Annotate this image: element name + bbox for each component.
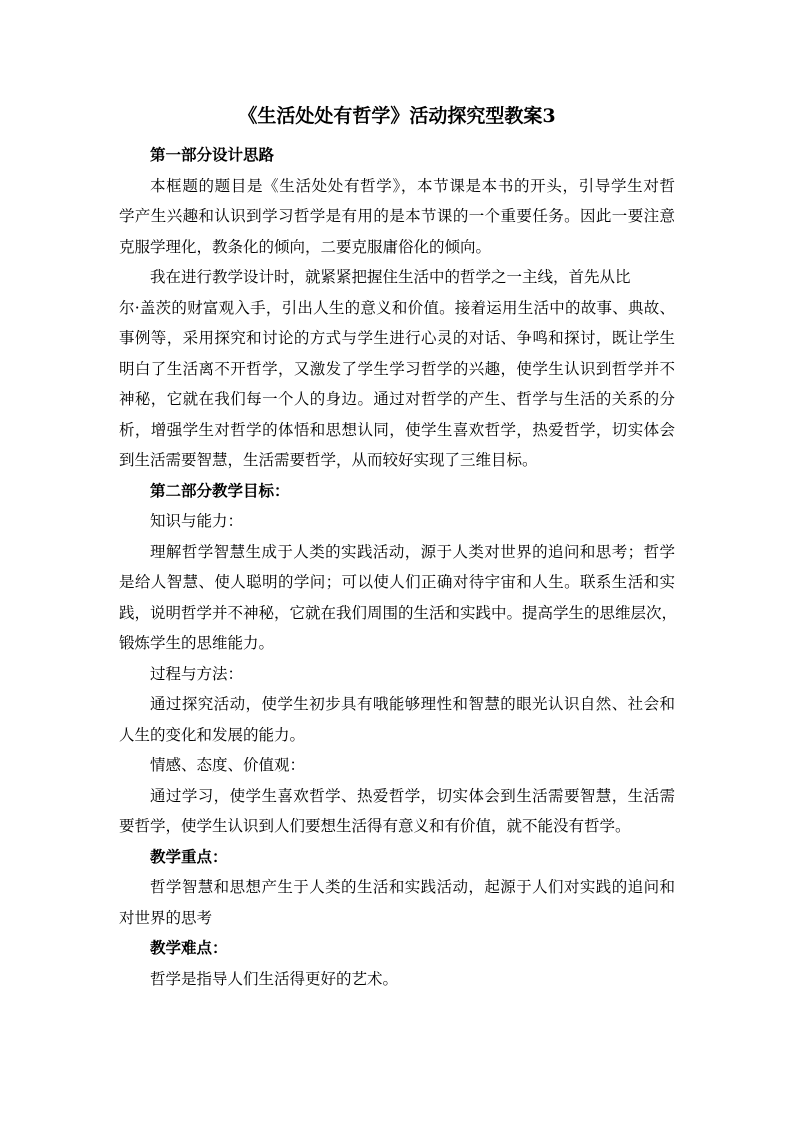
paragraph-process	[119, 689, 675, 750]
text-line: 要哲学，使学生认识到人们要想生活得有意义和有价值，就不能没有哲学。	[119, 817, 631, 835]
subsection-label-process	[119, 659, 675, 690]
subsection-label-emotion	[119, 750, 675, 781]
text-line: 哲学是指导人们生活得更好的艺术。	[150, 969, 399, 988]
text-line: 到生活需要智慧，生活需要哲学，从而较好实现了三维目标。	[119, 451, 538, 469]
section-heading-design-idea: 第一部分设计思路	[150, 145, 275, 164]
text-line: 哲学智慧和思想产生于人类的生活和实践活动，起源于人们对实践的追问和	[150, 878, 675, 896]
text-line: 过程与方法：	[150, 664, 244, 683]
subsection-label-knowledge	[119, 506, 675, 537]
section-heading-teaching-goals: 第二部分教学目标：	[150, 480, 290, 500]
text-line: 通过学习，使学生喜欢哲学、热爱哲学，切实体会到生活需要智慧，生活需	[150, 786, 675, 805]
text-line: 克服学理化，教条化的倾向，二要克服庸俗化的倾向。	[119, 237, 492, 256]
text-line: 明白了生活离不开哲学，又激发了学生学习哲学的兴趣，使学生认识到哲学并不	[119, 359, 675, 378]
section-heading-difficult-point: 教学难点：	[150, 938, 228, 957]
text-line: 学产生兴趣和认识到学习哲学是有用的是本节课的一个重要任务。因此一要注意	[119, 207, 675, 225]
paragraph-difficult-point	[119, 964, 675, 995]
section-heading-key-point: 教学重点：	[150, 846, 228, 866]
text-line: 事例等，采用探究和讨论的方式与学生进行心灵的对话、争鸣和探讨，既让学生	[119, 329, 675, 347]
text-line: 是给人智慧、使人聪明的学问；可以使人们正确对待宇宙和人生。联系生活和实	[119, 573, 675, 591]
paragraph-key-point	[119, 872, 675, 933]
paragraph-knowledge	[119, 537, 678, 659]
text-line: 情感、态度、价值观：	[150, 756, 306, 774]
text-line: 锻炼学生的思维能力。	[119, 634, 275, 652]
document-title: 《生活处处有哲学》活动探究型教案3	[238, 105, 556, 127]
paragraph-design-2	[119, 262, 675, 476]
text-line: 尔·盖茨的财富观入手，引出人生的意义和价值。接着运用生活中的故事、典故、	[119, 298, 675, 317]
text-line: 我在进行教学设计时，就紧紧把握住生活中的哲学之一主线，首先从比	[150, 268, 631, 286]
document-body	[119, 140, 678, 994]
paragraph-emotion	[119, 781, 675, 842]
text-line: 本框题的题目是《生活处处有哲学》，本节课是本书的开头，引导学生对哲	[150, 176, 675, 195]
text-line: 对世界的思考	[119, 908, 213, 927]
text-line: 践，说明哲学并不神秘，它就在我们周围的生活和实践中。提高学生的思维层次，	[119, 603, 678, 622]
text-line: 知识与能力：	[150, 512, 244, 530]
paragraph-design-1	[119, 171, 675, 263]
text-line: 神秘，它就在我们每一个人的身边。通过对哲学的产生、哲学与生活的关系的分	[119, 390, 675, 408]
text-line: 通过探究活动，使学生初步具有哦能够理性和智慧的眼光认识自然、社会和	[150, 695, 675, 713]
text-line: 理解哲学智慧生成于人类的实践活动，源于人类对世界的追问和思考；哲学	[150, 542, 675, 561]
text-line: 析，增强学生对哲学的体悟和思想认同，使学生喜欢哲学，热爱哲学，切实体会	[119, 420, 675, 439]
text-line: 人生的变化和发展的能力。	[119, 725, 306, 744]
